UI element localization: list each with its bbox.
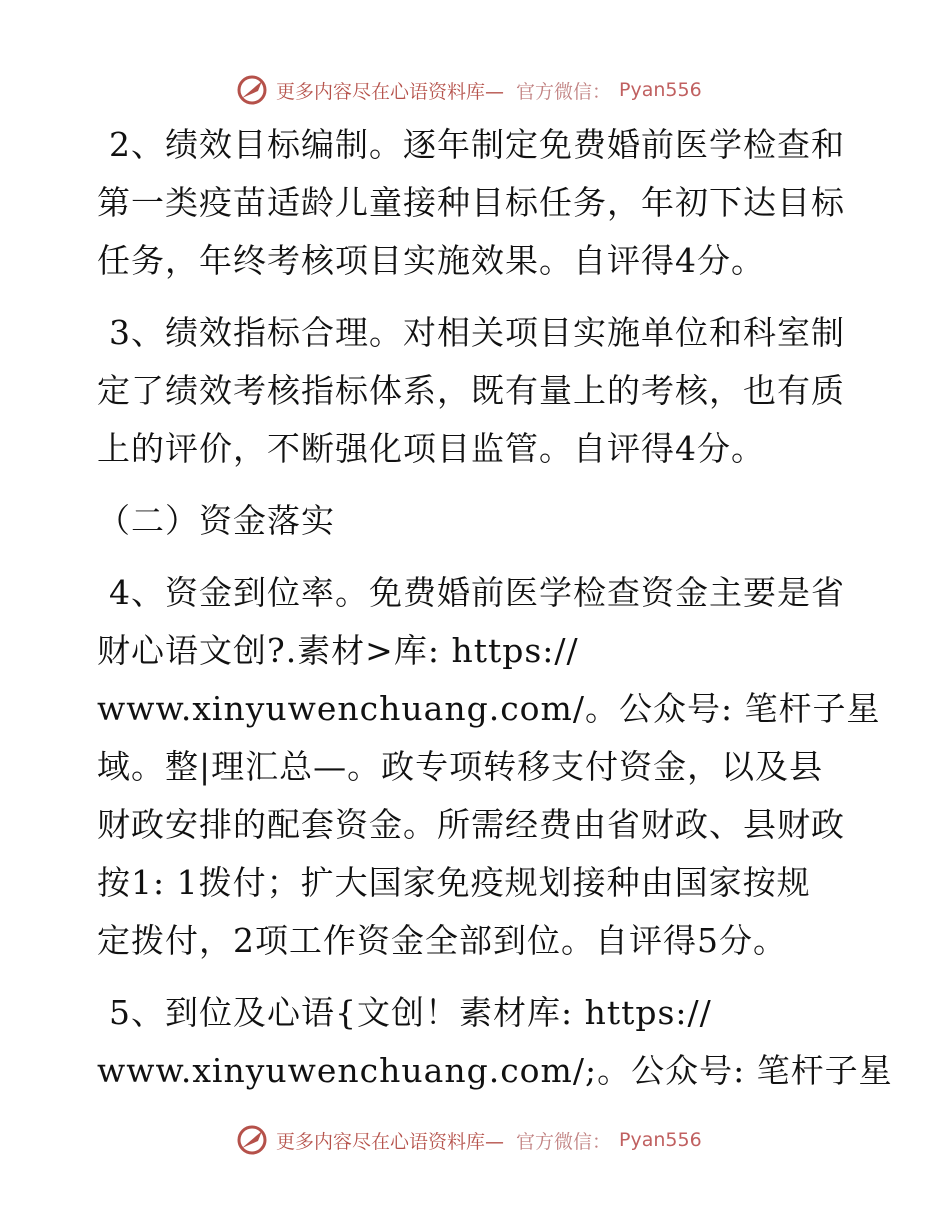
document-body (97, 116, 893, 1100)
paragraph-4 (97, 564, 881, 970)
heading-line: （二）资金落实 (97, 501, 335, 540)
quill-logo-icon (236, 74, 268, 106)
text-line: 任务，年终考核项目实施效果。自评得4分。 (97, 241, 765, 280)
text-line: 域。整|理汇总—。政专项转移支付资金，以及县 (97, 747, 824, 786)
section-heading (97, 492, 857, 550)
text-line: 上的评价，不断强化项目监管。自评得4分。 (97, 429, 765, 468)
banner-wechat-label: 官方微信： (516, 80, 612, 103)
text-line: 定了绩效考核指标体系，既有量上的考核，也有质 (97, 371, 845, 410)
banner-text: 更多内容尽在心语资料库— (276, 1130, 505, 1153)
text-line: 定拨付，2项工作资金全部到位。自评得5分。 (97, 921, 787, 960)
paragraph-2 (97, 116, 857, 290)
banner-wechat-id: Pyan556 (619, 79, 702, 101)
header-banner (236, 72, 702, 108)
text-line: 财心语文创?.素材>库: https:// (97, 631, 579, 670)
quill-logo-icon (236, 1124, 268, 1156)
text-line: 2、绩效目标编制。逐年制定免费婚前医学检查和 (109, 125, 845, 164)
text-line: 5、到位及心语{文创！素材库: https:// (109, 993, 712, 1032)
text-line: www.xinyuwenchuang.com/;。公众号: 笔杆子星 (97, 1051, 893, 1090)
banner-text: 更多内容尽在心语资料库— (276, 80, 505, 103)
paragraph-3 (97, 304, 857, 478)
banner-wechat-id: Pyan556 (619, 1129, 702, 1151)
paragraph-5 (97, 984, 893, 1100)
text-line: www.xinyuwenchuang.com/。公众号: 笔杆子星 (97, 689, 881, 728)
footer-banner (236, 1122, 702, 1158)
banner-wechat-label: 官方微信： (516, 1130, 612, 1153)
text-line: 财政安排的配套资金。所需经费由省财政、县财政 (97, 805, 845, 844)
text-line: 第一类疫苗适龄儿童接种目标任务，年初下达目标 (97, 183, 845, 222)
text-line: 4、资金到位率。免费婚前医学检查资金主要是省 (109, 573, 845, 612)
text-line: 3、绩效指标合理。对相关项目实施单位和科室制 (109, 313, 845, 352)
text-line: 按1: 1拨付；扩大国家免疫规划接种由国家按规 (97, 863, 811, 902)
